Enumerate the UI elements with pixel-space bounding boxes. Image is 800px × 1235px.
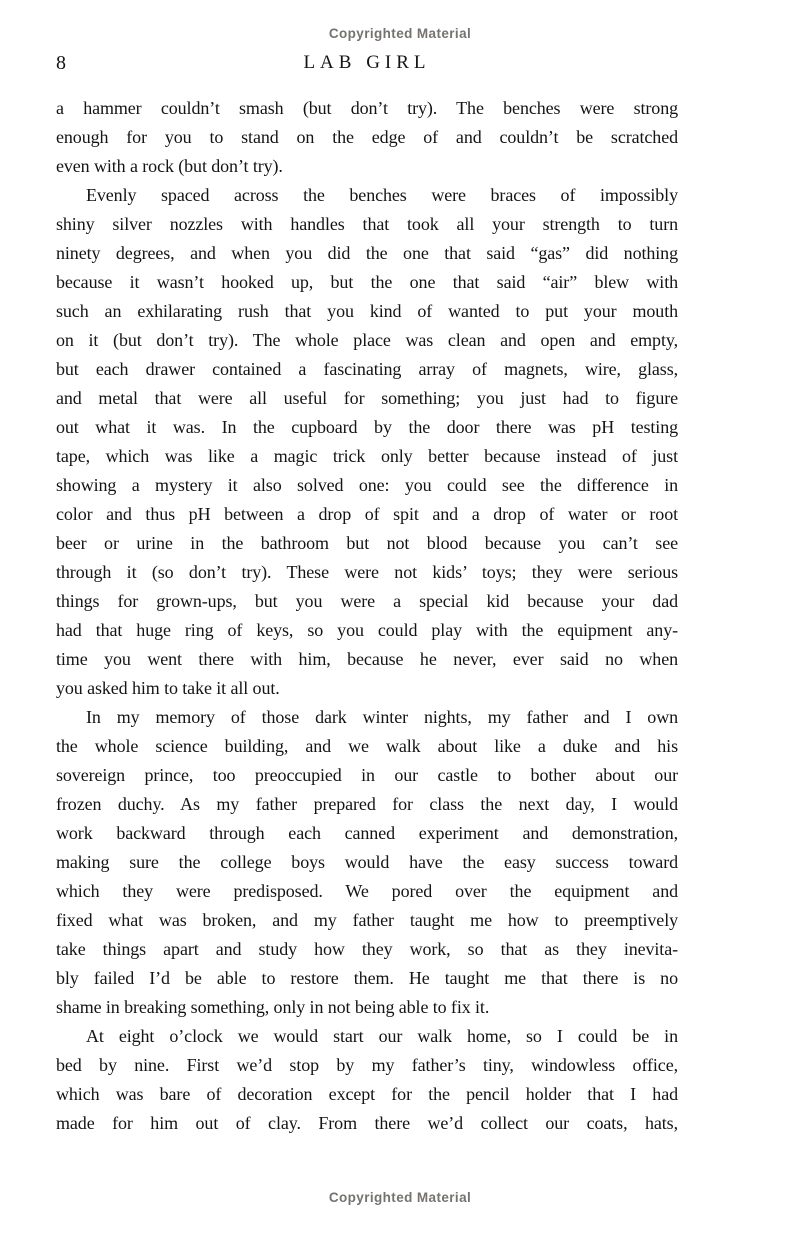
copyright-notice-bottom: Copyrighted Material <box>328 1190 472 1205</box>
text-line: a hammer couldn’t smash (but don’t try). The benches were strong <box>56 98 678 118</box>
running-title: LAB GIRL <box>303 52 431 73</box>
text-line: which was bare of decoration except for the pencil holder that I had <box>56 1084 678 1104</box>
text-line: made for him out of clay. From there we’d collect our coats, hats, <box>56 1113 678 1133</box>
text-line: out what it was. In the cupboard by the door there was pH testing <box>56 417 678 437</box>
text-line: which they were predisposed. We pored over the equipment and <box>56 881 678 901</box>
body-text <box>56 94 678 1138</box>
text-line: sovereign prince, too preoccupied in our castle to bother about our <box>56 765 678 785</box>
text-line: making sure the college boys would have the easy success toward <box>56 852 678 872</box>
text-line: shame in breaking something, only in not being able to fix it. <box>56 997 490 1017</box>
text-line: work backward through each canned experiment and demonstration, <box>56 823 678 843</box>
paragraph <box>56 703 678 1022</box>
text-line: frozen duchy. As my father prepared for class the next day, I would <box>56 794 678 814</box>
text-line: shiny silver nozzles with handles that took all your strength to turn <box>56 214 678 234</box>
text-line: things for grown-ups, but you were a special kid because your dad <box>56 591 678 611</box>
text-line: bly failed I’d be able to restore them. He taught me that there is no <box>56 968 678 988</box>
text-line: ninety degrees, and when you did the one that said “gas” did nothing <box>56 243 678 263</box>
text-line: Evenly spaced across the benches were braces of impossibly <box>86 185 678 205</box>
page-number: 8 <box>56 52 66 74</box>
text-line: such an exhilarating rush that you kind of wanted to put your mouth <box>56 301 678 321</box>
text-line: In my memory of those dark winter nights, my father and I own <box>86 707 678 727</box>
text-line: enough for you to stand on the edge of and couldn’t be scratched <box>56 127 678 147</box>
text-line: fixed what was broken, and my father taught me how to preemptively <box>56 910 678 930</box>
text-line: bed by nine. First we’d stop by my father’s tiny, windowless office, <box>56 1055 678 1075</box>
paragraph <box>56 1022 678 1138</box>
text-line: but each drawer contained a fascinating array of magnets, wire, glass, <box>56 359 678 379</box>
text-line: At eight o’clock we would start our walk home, so I could be in <box>86 1026 678 1046</box>
text-line: you asked him to take it all out. <box>56 678 280 698</box>
paragraph <box>56 94 678 181</box>
text-line: through it (so don’t try). These were not kids’ toys; they were serious <box>56 562 678 582</box>
text-line: tape, which was like a magic trick only better because instead of just <box>56 446 678 466</box>
text-line: on it (but don’t try). The whole place was clean and open and empty, <box>56 330 678 350</box>
text-line: beer or urine in the bathroom but not blood because you can’t see <box>56 533 678 553</box>
text-line: showing a mystery it also solved one: you could see the difference in <box>56 475 678 495</box>
text-line: time you went there with him, because he never, ever said no when <box>56 649 678 669</box>
text-line: because it wasn’t hooked up, but the one that said “air” blew with <box>56 272 678 292</box>
text-line: even with a rock (but don’t try). <box>56 156 283 176</box>
paragraph <box>56 181 678 703</box>
text-line: and metal that were all useful for something; you just had to figure <box>56 388 678 408</box>
text-line: take things apart and study how they work, so that as they inevita- <box>56 939 678 959</box>
text-line: had that huge ring of keys, so you could play with the equipment any- <box>56 620 678 640</box>
text-line: color and thus pH between a drop of spit and a drop of water or root <box>56 504 678 524</box>
copyright-notice-top: Copyrighted Material <box>328 26 472 41</box>
page-header <box>56 52 678 78</box>
text-line: the whole science building, and we walk about like a duke and his <box>56 736 678 756</box>
